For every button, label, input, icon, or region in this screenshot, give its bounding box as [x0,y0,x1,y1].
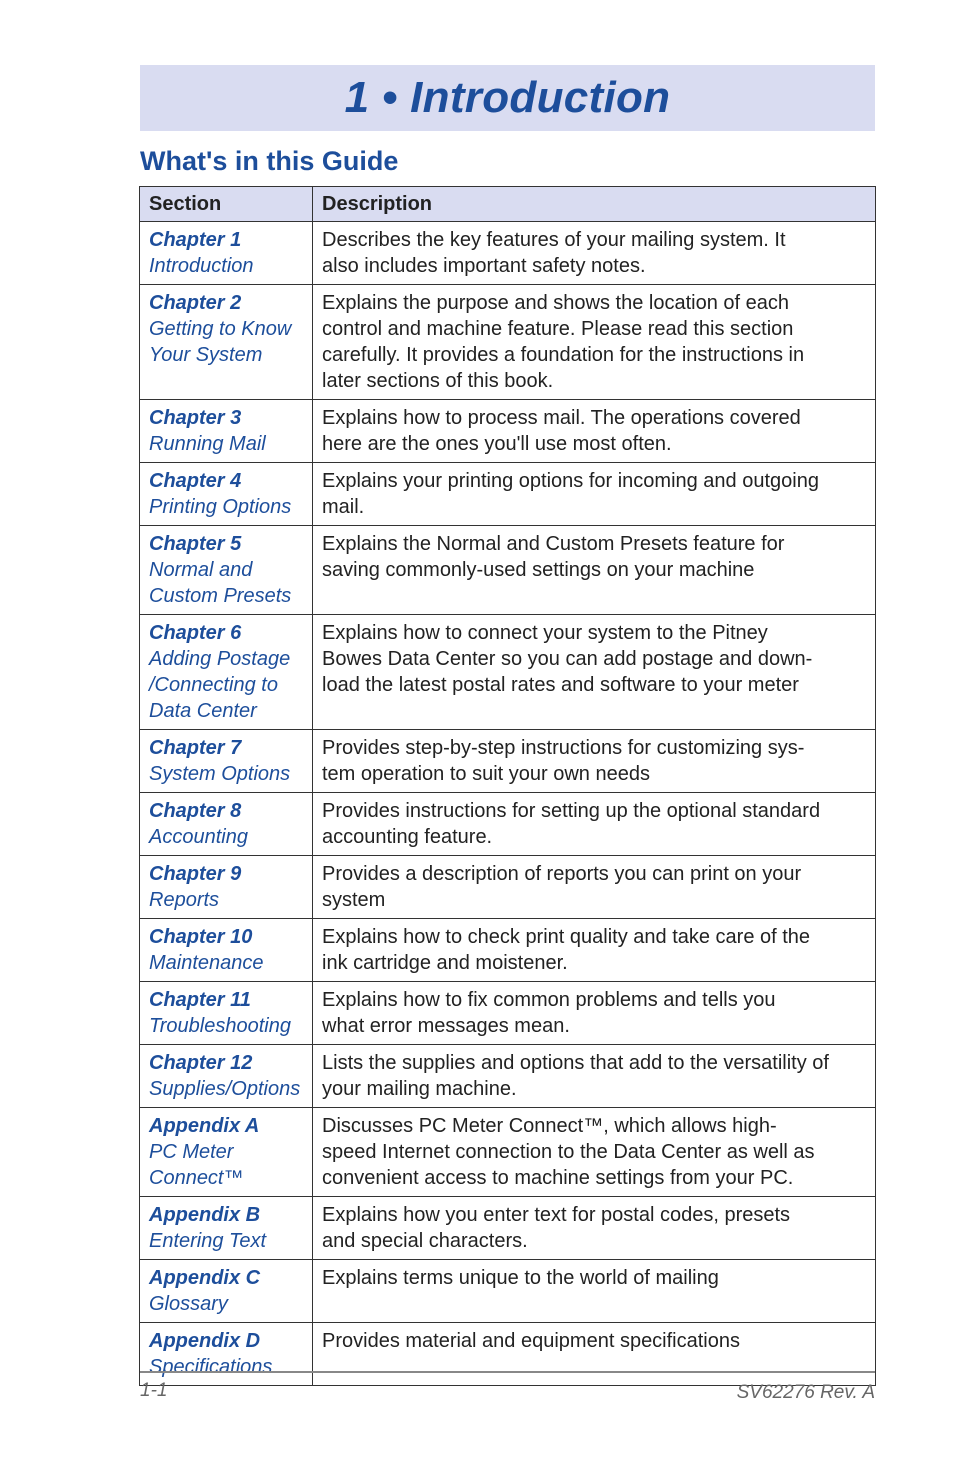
section-cell [140,526,313,615]
section-number: Chapter 7 [149,737,242,759]
section-cell [140,222,313,285]
table-row [140,1197,876,1260]
section-description: Explains the purpose and shows the location of each control and machine feature. Please read this section carefully. It provides a foundation for the instructions in later sections of this book. [322,292,805,392]
section-description: Discusses PC Meter Connect™, which allows high- speed Internet connection to the Data Center as well as convenient access to machine settings from your PC. [322,1115,815,1189]
description-cell [313,1197,876,1260]
description-cell [313,1108,876,1197]
section-description: Explains how to fix common problems and tells you what error messages mean. [322,989,776,1037]
table-row [140,615,876,730]
description-cell [313,919,876,982]
section-description: Explains terms unique to the world of mailing [322,1267,719,1289]
description-cell [313,400,876,463]
table-row [140,856,876,919]
section-cell [140,615,313,730]
footer-divider [140,1371,875,1373]
table-row [140,1045,876,1108]
section-number: Chapter 11 [149,989,251,1011]
section-description: Lists the supplies and options that add to the versatility of your mailing machine. [322,1052,829,1100]
section-cell [140,919,313,982]
column-header-description: Description [313,187,876,222]
section-number: Chapter 2 [149,292,242,314]
section-title: Getting to Know Your System [149,318,292,366]
section-cell [140,1323,313,1386]
section-number: Chapter 1 [149,229,242,251]
section-number: Chapter 5 [149,533,242,555]
section-title: Troubleshooting [149,1015,291,1037]
section-description: Explains the Normal and Custom Presets feature for saving commonly-used settings on your machine [322,533,785,581]
page-number: 1-1 [140,1380,168,1401]
section-cell [140,730,313,793]
section-title: Glossary [149,1293,228,1315]
table-row [140,400,876,463]
section-title: Adding Postage /Connecting to Data Center [149,648,291,722]
table-header-row [140,187,876,222]
table-row [140,463,876,526]
table-row [140,285,876,400]
section-number: Chapter 8 [149,800,242,822]
description-cell [313,730,876,793]
description-cell [313,856,876,919]
section-cell [140,1260,313,1323]
table-row [140,982,876,1045]
table-row [140,222,876,285]
section-title: Accounting [149,826,248,848]
description-cell [313,526,876,615]
section-description: Explains how to connect your system to the Pitney Bowes Data Center so you can add postage and down- load the latest postal rates and software to your meter [322,622,813,696]
section-number: Appendix A [149,1115,260,1137]
section-description: Explains how to process mail. The operations covered here are the ones you'll use most often. [322,407,801,455]
section-number: Chapter 12 [149,1052,253,1074]
section-description: Explains how to check print quality and take care of the ink cartridge and moistener. [322,926,811,974]
table-row [140,1260,876,1323]
description-cell [313,1260,876,1323]
section-number: Chapter 6 [149,622,242,644]
section-cell [140,856,313,919]
section-number: Appendix B [149,1204,261,1226]
section-cell [140,1045,313,1108]
table-row [140,793,876,856]
section-description: Provides a description of reports you can print on your system [322,863,802,911]
section-cell [140,1108,313,1197]
section-description: Describes the key features of your mailing system. It also includes important safety notes. [322,229,786,277]
table-row [140,730,876,793]
section-description: Provides material and equipment specifications [322,1330,740,1352]
section-title: Normal and Custom Presets [149,559,292,607]
section-title: Printing Options [149,496,292,518]
table-body [140,222,876,1386]
section-title: Maintenance [149,952,264,974]
chapter-title: 1 • Introduction [344,73,671,122]
section-heading: What's in this Guide [140,146,399,176]
section-description: Provides instructions for setting up the optional standard accounting feature. [322,800,821,848]
table-row [140,526,876,615]
description-cell [313,615,876,730]
chapter-banner [140,65,875,131]
description-cell [313,222,876,285]
section-number: Chapter 10 [149,926,253,948]
section-number: Chapter 4 [149,470,242,492]
section-cell [140,1197,313,1260]
description-cell [313,1045,876,1108]
section-title: PC Meter Connect™ [149,1141,244,1189]
section-cell [140,400,313,463]
section-title: Specifications [149,1356,273,1378]
section-cell [140,463,313,526]
section-number: Chapter 9 [149,863,242,885]
section-number: Appendix D [149,1330,261,1352]
section-number: Chapter 3 [149,407,242,429]
description-cell [313,982,876,1045]
section-description: Provides step-by-step instructions for customizing sys- tem operation to suit your own needs [322,737,805,785]
section-description: Explains your printing options for incoming and outgoing mail. [322,470,819,518]
column-header-section: Section [140,187,313,222]
description-cell [313,1323,876,1386]
section-cell [140,793,313,856]
section-title: System Options [149,763,291,785]
guide-contents-table [139,186,876,1386]
description-cell [313,463,876,526]
table-row [140,1108,876,1197]
section-description: Explains how you enter text for postal codes, presets and special characters. [322,1204,791,1252]
table-row [140,1323,876,1386]
description-cell [313,793,876,856]
section-number: Appendix C [149,1267,261,1289]
section-title: Reports [149,889,220,911]
section-cell [140,285,313,400]
document-id: SV62276 Rev. A [736,1382,875,1403]
section-title: Supplies/Options [149,1078,301,1100]
section-title: Entering Text [149,1230,267,1252]
table-row [140,919,876,982]
section-title: Introduction [149,255,254,277]
section-cell [140,982,313,1045]
section-title: Running Mail [149,433,266,455]
description-cell [313,285,876,400]
